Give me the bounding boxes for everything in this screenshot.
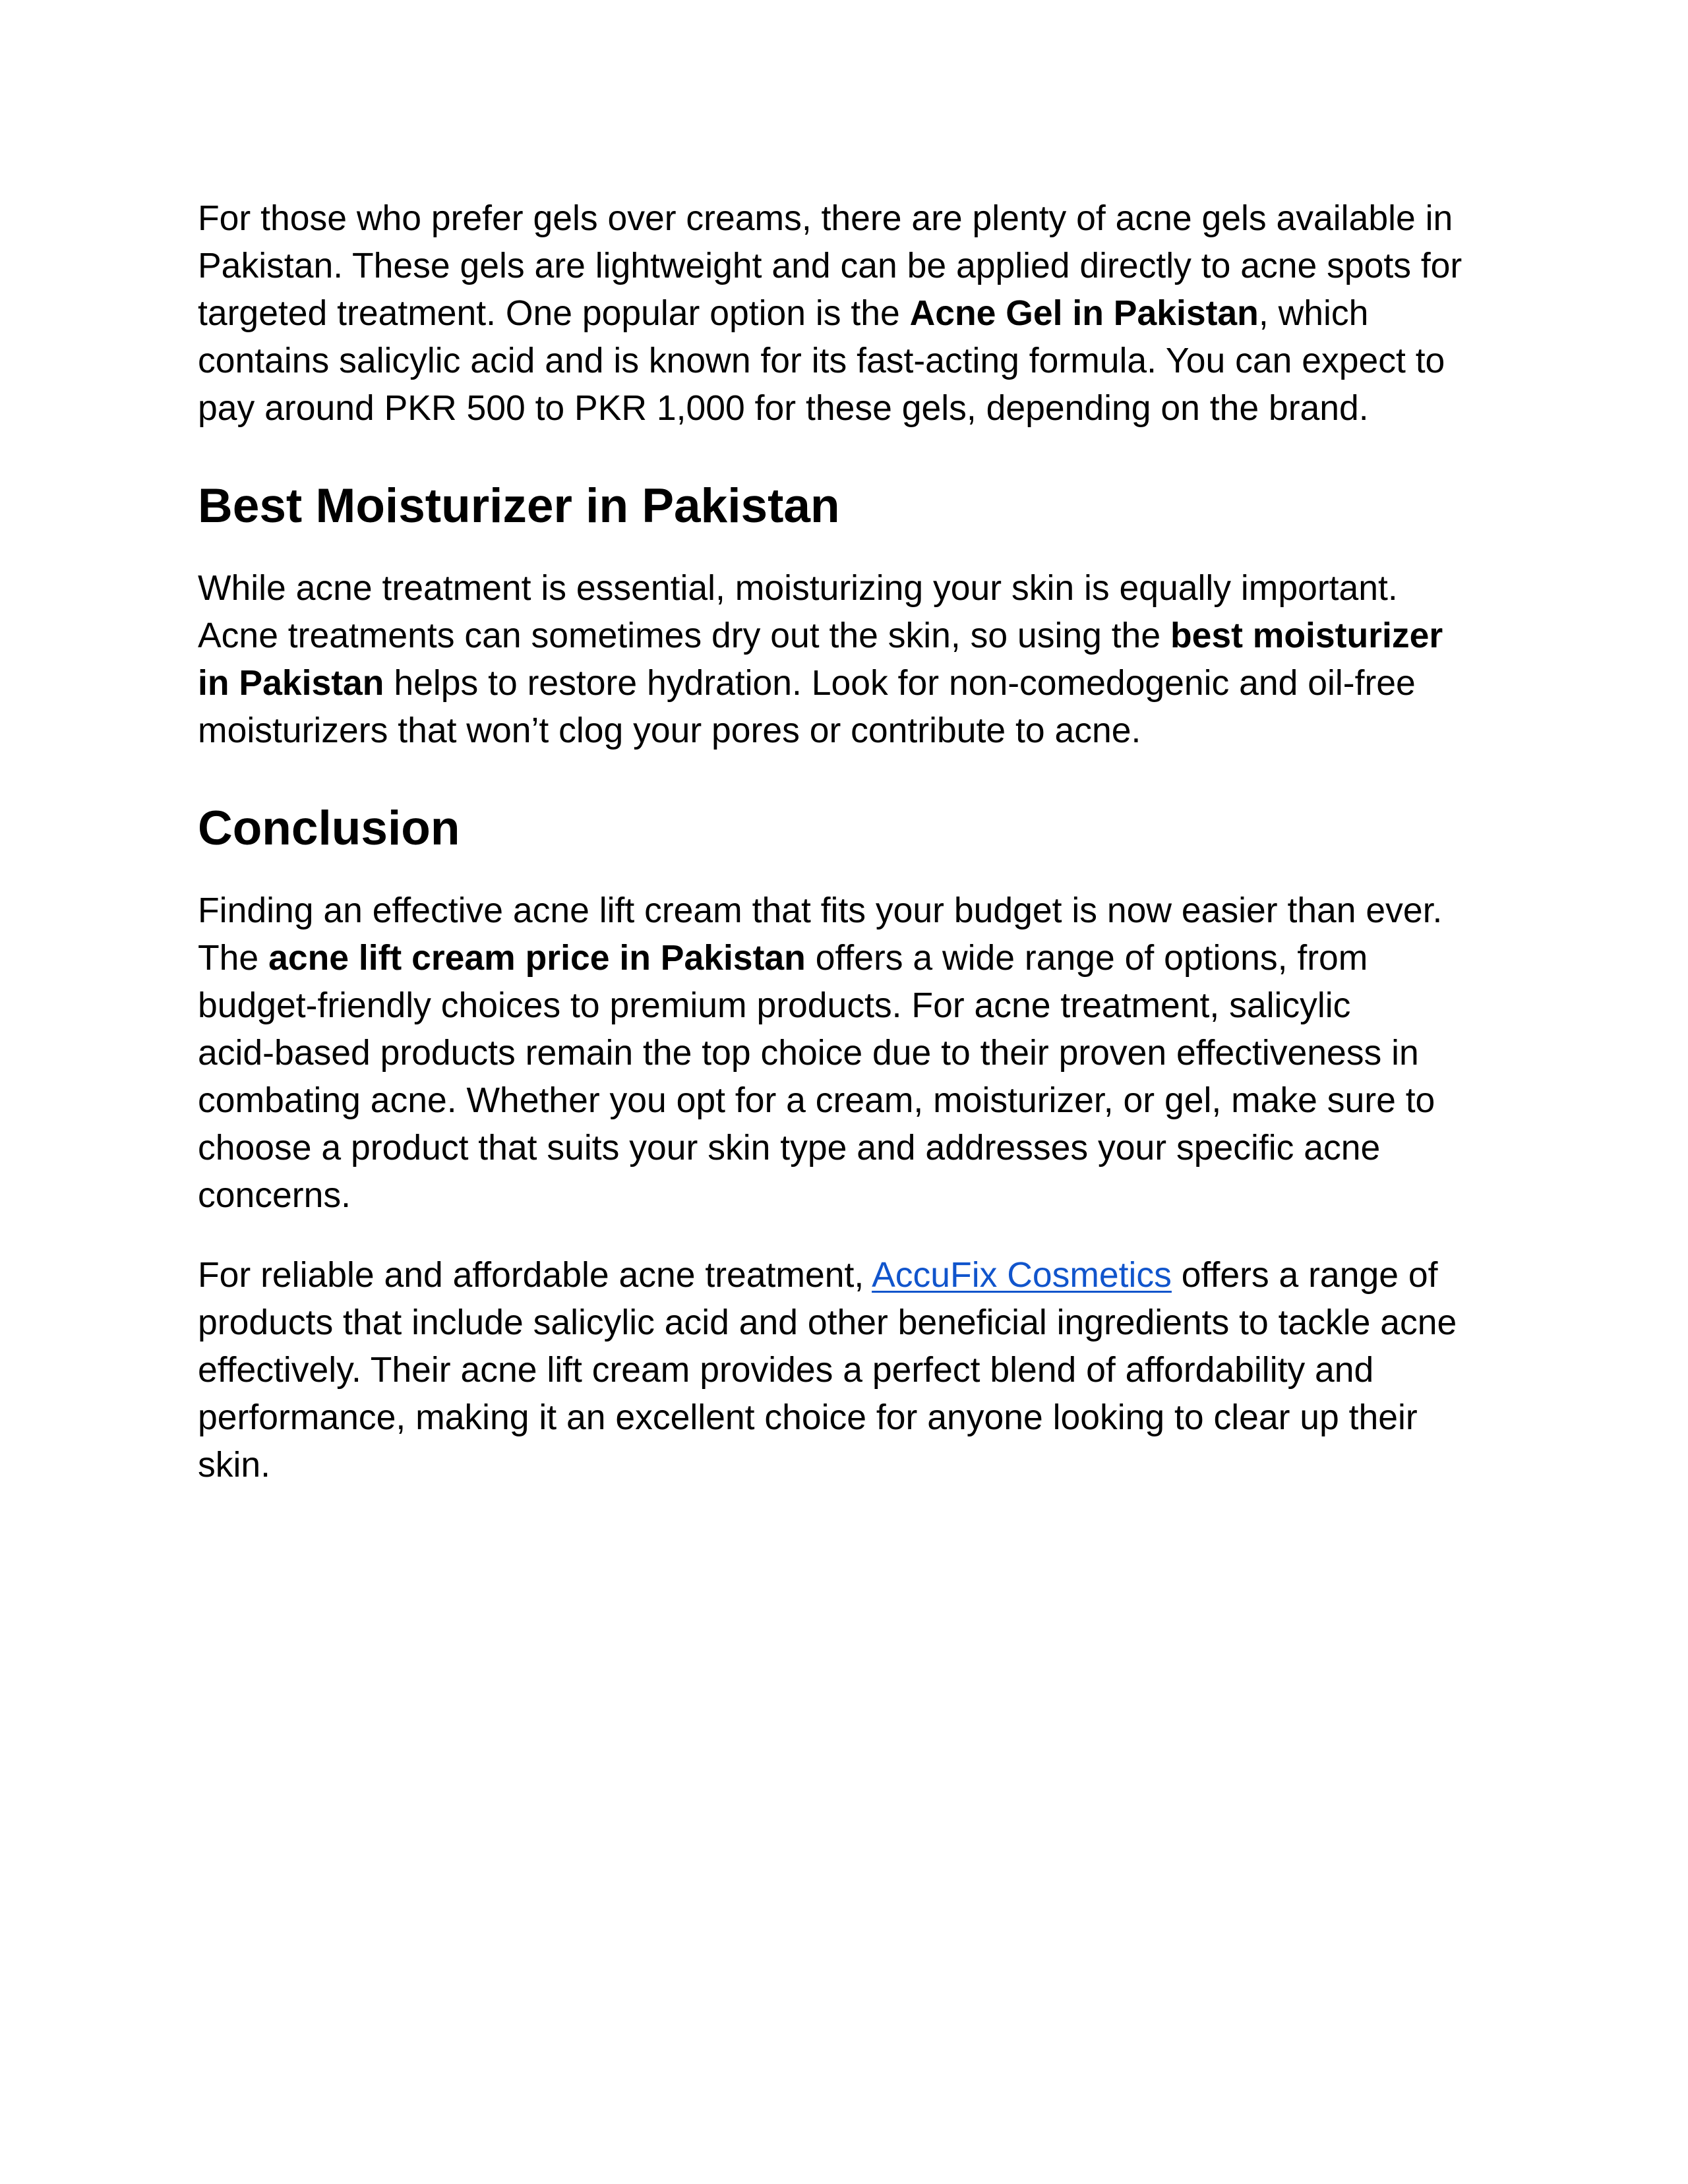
- heading-best-moisturizer: Best Moisturizer in Pakistan: [198, 479, 840, 533]
- text-line: [198, 707, 1510, 755]
- text-run: The: [198, 939, 269, 978]
- text-line: [198, 195, 1510, 243]
- text-run: contains salicylic acid and is known for its fast-acting formula. You can expect to: [198, 341, 1445, 380]
- text-run: Acne treatments can sometimes dry out the skin, so using the: [198, 616, 1170, 655]
- text-line: [198, 935, 1510, 982]
- text-line: [198, 982, 1510, 1030]
- text-line: [198, 612, 1510, 660]
- paragraph-conclusion: [198, 887, 1510, 1220]
- text-line: [198, 1125, 1510, 1172]
- text-line: [198, 1077, 1510, 1125]
- text-line: [198, 290, 1510, 338]
- paragraph-moisturizer: [198, 565, 1510, 755]
- paragraph-acne-gels: [198, 195, 1510, 432]
- bold-keyword: in Pakistan: [198, 664, 384, 703]
- text-run: targeted treatment. One popular option is the: [198, 294, 910, 333]
- text-line: [198, 1030, 1510, 1077]
- text-line: [198, 1172, 1510, 1220]
- text-line: [198, 1299, 1510, 1347]
- text-run: For those who prefer gels over creams, there are plenty of acne gels available in: [198, 199, 1453, 238]
- text-run: While acne treatment is essential, moisturizing your skin is equally important.: [198, 569, 1398, 608]
- text-run: skin.: [198, 1446, 271, 1485]
- text-run: , which: [1258, 294, 1369, 333]
- text-line: [198, 1347, 1510, 1394]
- text-line: [198, 338, 1510, 385]
- text-line: [198, 1394, 1510, 1442]
- bold-keyword: best moisturizer: [1170, 616, 1443, 655]
- document-body: [198, 195, 1510, 1489]
- text-line: [198, 385, 1510, 432]
- text-run: combating acne. Whether you opt for a cream, moisturizer, or gel, make sure to: [198, 1081, 1435, 1120]
- text-run: helps to restore hydration. Look for non-comedogenic and oil-free: [384, 664, 1416, 703]
- heading-conclusion: Conclusion: [198, 802, 460, 855]
- text-run: moisturizers that won’t clog your pores or contribute to acne.: [198, 711, 1141, 750]
- text-line: [198, 565, 1510, 612]
- text-run: products that include salicylic acid and other beneficial ingredients to tackle acne: [198, 1303, 1457, 1342]
- text-run: choose a product that suits your skin type and addresses your specific acne: [198, 1129, 1381, 1167]
- text-run: pay around PKR 500 to PKR 1,000 for these gels, depending on the brand.: [198, 389, 1369, 428]
- bold-keyword: acne lift cream price in Pakistan: [268, 939, 806, 978]
- text-line: [198, 1442, 1510, 1489]
- bold-keyword: Acne Gel in Pakistan: [909, 294, 1259, 333]
- text-run: For reliable and affordable acne treatment,: [198, 1256, 872, 1295]
- text-line: [198, 1252, 1510, 1299]
- text-run: performance, making it an excellent choice for anyone looking to clear up their: [198, 1398, 1418, 1437]
- text-run: Finding an effective acne lift cream that fits your budget is now easier than ever.: [198, 891, 1443, 930]
- text-line: [198, 660, 1510, 707]
- accufix-cosmetics-link[interactable]: AccuFix Cosmetics: [872, 1256, 1172, 1295]
- paragraph-accufix: [198, 1252, 1510, 1489]
- text-line: [198, 887, 1510, 935]
- text-run: effectively. Their acne lift cream provides a perfect blend of affordability and: [198, 1351, 1374, 1390]
- text-run: offers a wide range of options, from: [805, 939, 1368, 978]
- text-line: [198, 243, 1510, 290]
- text-run: offers a range of: [1171, 1256, 1438, 1295]
- text-run: concerns.: [198, 1176, 351, 1215]
- text-run: Pakistan. These gels are lightweight and can be applied directly to acne spots for: [198, 247, 1462, 285]
- text-run: acid-based products remain the top choice due to their proven effectiveness in: [198, 1034, 1419, 1073]
- text-run: budget-friendly choices to premium products. For acne treatment, salicylic: [198, 986, 1351, 1025]
